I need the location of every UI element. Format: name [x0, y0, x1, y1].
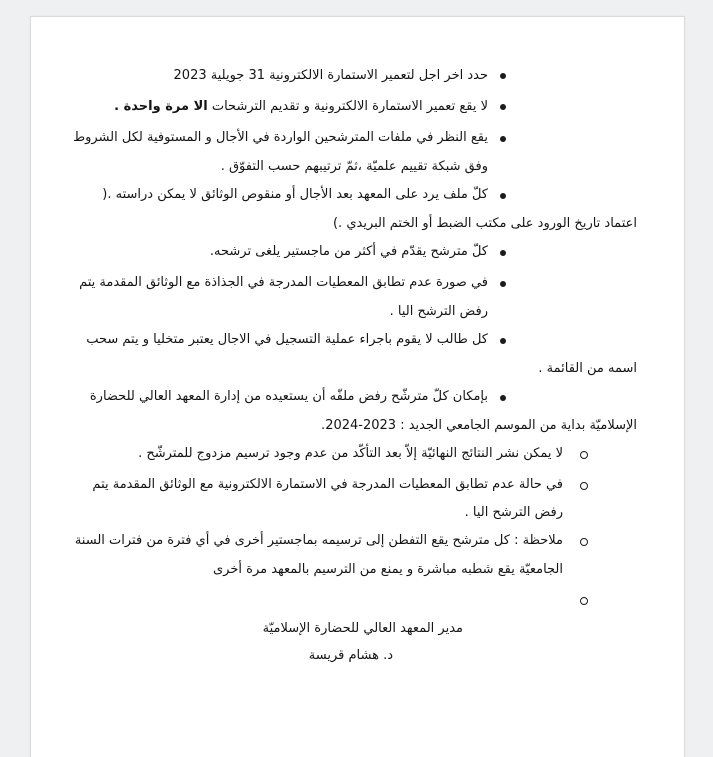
- results-publication-line: لا يمكن نشر النتائج النهائيّة إلاّ بعد التأكّد من عدم وجود ترسيم مزدوج للمترشّح .: [138, 446, 563, 461]
- note-line: ملاحظة : كل مترشح يقع التفطن إلى ترسيمه بماجستير أخرى في أي فترة من فترات السنة: [74, 533, 563, 548]
- note-line-cont: الجامعيّة يقع شطبه مباشرة و يمنع من الترسيم بالمعهد مرة أخرى: [213, 562, 563, 577]
- registration-deadline-line-cont: اسمه من القائمة .: [538, 361, 637, 376]
- file-retrieval-line-cont: الإسلاميّة بداية من الموسم الجامعي الجديد : 2023-2024.: [321, 418, 637, 433]
- director-name: د. هشام قريسة: [308, 648, 393, 663]
- registration-deadline-line: كل طالب لا يقوم باجراء عملية التسجيل في الاجال يعتبر متخليا و يتم سحب: [86, 332, 488, 347]
- bullet-marker: [500, 250, 506, 256]
- review-criteria-line: يقع النظر في ملفات المترشحين الواردة في الأجال و المستوفية لكل الشروط: [73, 130, 488, 145]
- deadline-line: حدد اخر اجل لتعمير الاستمارة الالكترونية 31 جويلية 2023: [173, 68, 488, 83]
- sub-bullet-marker: [580, 538, 588, 546]
- director-title: مدير المعهد العالي للحضارة الإسلاميّة: [262, 621, 463, 636]
- bullet-marker: [500, 338, 506, 344]
- bullet-marker: [500, 136, 506, 142]
- sub-bullet-marker: [580, 482, 588, 490]
- single-submission-line: لا يقع تعمير الاستمارة الالكترونية و تقديم الترشحات الا مرة واحدة .: [114, 99, 488, 114]
- multiple-applications-line: كلّ مترشح يقدّم في أكثر من ماجستير يلغى ترشحه.: [209, 244, 488, 259]
- data-mismatch-line-cont: رفض الترشح اليا .: [389, 304, 488, 319]
- sub-bullet-marker: [580, 597, 588, 605]
- data-mismatch-line: في صورة عدم تطابق المعطيات المدرجة في الجذاذة مع الوثائق المقدمة يتم: [79, 275, 488, 290]
- late-files-line: كلّ ملف يرد على المعهد بعد الأجال أو منقوص الوثائق لا يمكن دراسته .(: [102, 187, 488, 202]
- form-mismatch-line-cont: رفض الترشح اليا .: [464, 505, 563, 520]
- file-retrieval-line: بإمكان كلّ مترشّح رفض ملفّه أن يستعيده من إدارة المعهد العالي للحضارة: [89, 389, 488, 404]
- form-mismatch-line: في حالة عدم تطابق المعطيات المدرجة في الاستمارة الالكترونية مع الوثائق المقدمة يتم: [92, 477, 563, 492]
- bullet-marker: [500, 395, 506, 401]
- bullet-marker: [500, 281, 506, 287]
- bullet-marker: [500, 193, 506, 199]
- review-criteria-line-cont: وفق شبكة تقييم علميّة ،ثمّ ترتيبهم حسب التفوّق .: [220, 159, 488, 174]
- bullet-marker: [500, 73, 506, 79]
- late-files-line-cont: اعتماد تاريخ الورود على مكتب الضبط أو الختم البريدي .): [332, 216, 637, 231]
- bullet-marker: [500, 104, 506, 110]
- sub-bullet-marker: [580, 451, 588, 459]
- document-page: [30, 16, 685, 757]
